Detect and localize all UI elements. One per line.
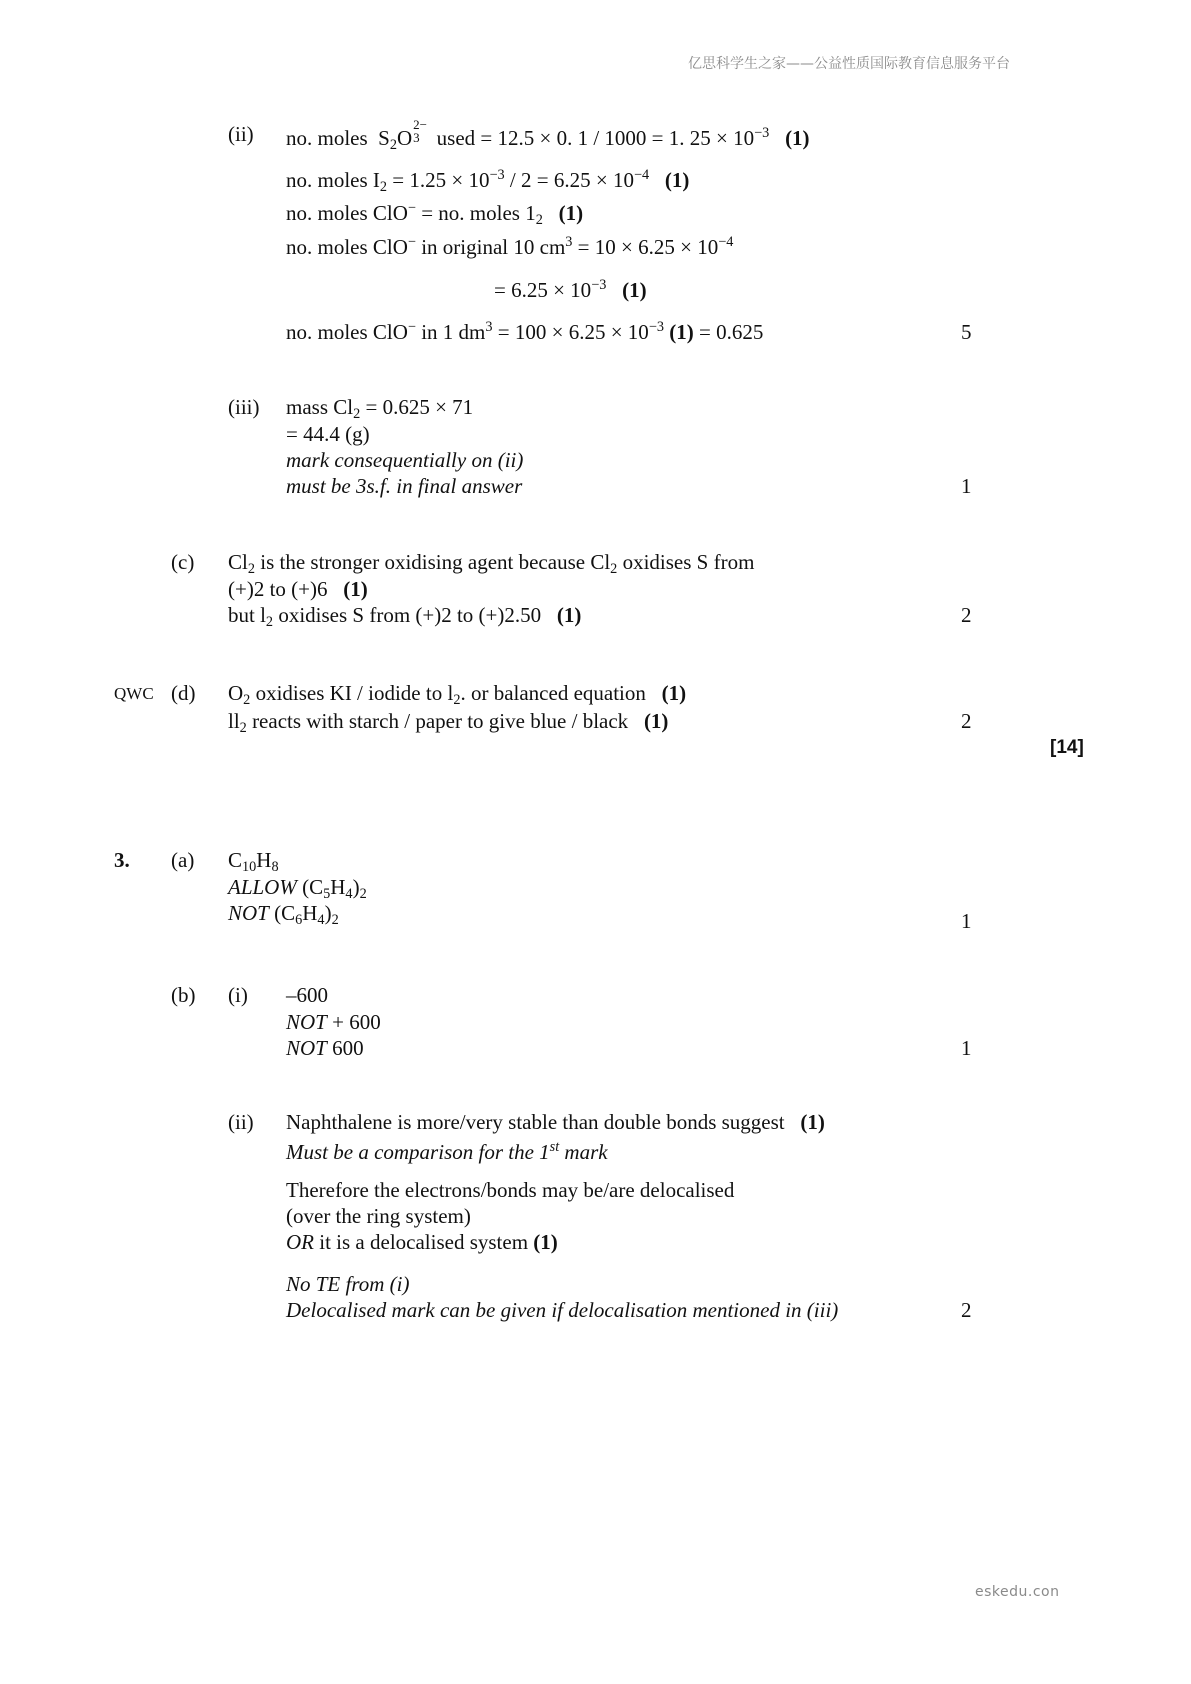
subscript: 8: [271, 859, 279, 876]
ion-charge-stack: [412, 117, 428, 146]
subscript: 2: [453, 692, 461, 709]
text: in original 10 cm: [421, 235, 566, 259]
subscript: 2: [359, 886, 367, 903]
superscript: −4: [718, 234, 734, 251]
subscript: 2: [379, 179, 388, 196]
text: O: [397, 126, 413, 150]
answer-line: [286, 1112, 825, 1133]
answer-line: Therefore the electrons/bonds may be/are delocalised: [286, 1178, 735, 1202]
marking-note: No TE from (i): [286, 1272, 410, 1296]
mark-award: (1): [785, 126, 810, 150]
mark-award: (1): [343, 577, 368, 601]
site-footer-domain: eskedu.con: [975, 1584, 1060, 1600]
text: = 0.625 × 71: [365, 395, 474, 419]
part-label-b: (b): [171, 983, 196, 1007]
text: ll: [228, 709, 240, 733]
part-label-ii: (ii): [228, 122, 254, 146]
answer-line: [286, 200, 584, 229]
text: = 100 × 6.25 × 10: [497, 320, 649, 344]
superscript: st: [549, 1139, 560, 1156]
marks-total: 2: [961, 603, 972, 627]
subscript: 2: [239, 720, 247, 737]
text: used = 12.5 × 0. 1 / 1000 = 1. 25 × 10: [436, 126, 755, 150]
text: mark: [564, 1140, 608, 1164]
subscript: 5: [323, 886, 331, 903]
text: it is a delocalised system: [319, 1230, 529, 1254]
keyword: NOT: [286, 1036, 327, 1060]
subscript: 2: [247, 561, 255, 578]
text: = 1.25 × 10: [392, 168, 490, 192]
marks-total: 1: [961, 909, 972, 933]
keyword: ALLOW: [228, 875, 297, 899]
text: (C: [302, 875, 324, 899]
site-header-text: 亿思科学生之家——公益性质国际教育信息服务平台: [688, 56, 1010, 72]
text: no. moles ClO: [286, 235, 408, 259]
superscript: −4: [633, 167, 650, 184]
superscript: 3: [565, 234, 573, 251]
qwc-label: QWC: [114, 684, 154, 703]
text: C: [228, 848, 243, 872]
answer-line: [286, 234, 734, 259]
text: . or balanced equation: [460, 681, 646, 705]
part-label-ii: (ii): [228, 1110, 254, 1134]
subscript: 2: [610, 561, 618, 578]
answer-line: [286, 1038, 364, 1059]
text: no. moles ClO: [286, 201, 408, 225]
answer-line: = 44.4 (g): [286, 422, 370, 446]
part-label-d: (d): [171, 681, 196, 705]
superscript: −3: [591, 277, 607, 294]
text: H: [330, 875, 346, 899]
part-label-i: (i): [228, 983, 248, 1007]
superscript: 3: [485, 319, 493, 336]
subscript: 2: [353, 406, 361, 423]
text: in 1 dm: [421, 320, 486, 344]
subscript: 10: [242, 859, 257, 876]
text: = 10 × 6.25 × 10: [577, 235, 719, 259]
answer-line: [286, 167, 690, 196]
superscript: −: [407, 200, 416, 217]
text: Must be a comparison for the 1: [286, 1140, 550, 1164]
subscript: 6: [295, 912, 303, 929]
keyword: NOT: [228, 901, 269, 925]
text: no. moles I: [286, 168, 380, 192]
answer-line: [228, 550, 755, 578]
text: Naphthalene is more/very stable than double bonds suggest: [286, 1110, 785, 1134]
answer-line: (over the ring system): [286, 1204, 471, 1228]
answer-line: [286, 1232, 558, 1253]
subscript: 4: [317, 912, 325, 929]
text: Cl: [228, 550, 248, 574]
text: H: [302, 901, 318, 925]
mark-award: (1): [556, 603, 582, 627]
marking-note: Delocalised mark can be given if delocalisation mentioned in (iii): [286, 1298, 839, 1322]
text: reacts with starch / paper to give blue / black: [252, 709, 629, 733]
mark-award: (1): [661, 681, 687, 705]
text: oxidises S from (+)2 to (+)2.50: [278, 603, 542, 627]
text: (+)2 to (+)6: [228, 577, 328, 601]
text: is the stronger oxidising agent because Cl: [260, 550, 611, 574]
answer-line: [228, 603, 582, 631]
answer-line: [228, 709, 669, 737]
superscript: −: [407, 319, 416, 336]
text: + 600: [332, 1010, 381, 1034]
text: = 6.25 × 10: [494, 278, 592, 302]
marks-total: 1: [961, 1036, 972, 1060]
text: O: [228, 681, 244, 705]
text: oxidises KI / iodide to l: [255, 681, 454, 705]
text: ): [324, 901, 332, 925]
text: no. moles ClO: [286, 320, 408, 344]
part-label-c: (c): [171, 550, 195, 574]
text: but l: [228, 603, 266, 627]
part-label-iii: (iii): [228, 395, 260, 419]
superscript: −: [407, 234, 416, 251]
answer-line: [228, 875, 367, 903]
mark-award: (1): [800, 1110, 825, 1134]
keyword: NOT: [286, 1010, 327, 1034]
answer-line: [228, 579, 368, 600]
text: = 0.625: [699, 320, 764, 344]
mark-award: (1): [622, 278, 647, 302]
text: / 2 = 6.25 × 10: [509, 168, 634, 192]
text: S: [378, 126, 390, 150]
part-label-a: (a): [171, 848, 195, 872]
answer-line: [494, 277, 647, 302]
subscript: 2: [265, 614, 274, 631]
subscript: 2: [535, 212, 543, 229]
subscript: 2: [243, 692, 251, 709]
marking-note: mark consequentially on (ii): [286, 448, 524, 472]
subscript: 2: [389, 137, 397, 154]
answer-line: [228, 681, 687, 709]
answer-line: [286, 117, 810, 154]
mark-award: (1): [533, 1230, 558, 1254]
marks-total: 2: [961, 1298, 972, 1322]
answer-line: [228, 848, 279, 876]
text: mass Cl: [286, 395, 354, 419]
marking-note: must be 3s.f. in final answer: [286, 474, 523, 498]
answer-line: [228, 901, 339, 929]
mark-award: (1): [558, 201, 584, 225]
mark-award: (1): [643, 709, 669, 733]
answer-line: –600: [286, 983, 328, 1007]
superscript: −3: [754, 125, 770, 142]
superscript: 2−: [413, 117, 428, 133]
subscript: 4: [345, 886, 353, 903]
keyword: OR: [286, 1230, 314, 1254]
marks-total: 5: [961, 320, 972, 344]
mark-award: (1): [664, 168, 690, 192]
marks-total: 2: [961, 709, 972, 733]
text: ): [352, 875, 360, 899]
text: no. moles: [286, 126, 368, 150]
superscript: −3: [648, 319, 664, 336]
answer-line: [286, 395, 474, 423]
subscript: 3: [413, 130, 420, 146]
marks-total: 1: [961, 474, 972, 498]
text: 600: [332, 1036, 364, 1060]
text: H: [256, 848, 272, 872]
subscript: 2: [331, 912, 339, 929]
superscript: −3: [489, 167, 505, 184]
text: = no. moles 1: [421, 201, 536, 225]
text: (C: [274, 901, 296, 925]
question-total: [14]: [1050, 737, 1084, 758]
text: oxidises S from: [622, 550, 755, 574]
marking-note: [286, 1139, 608, 1164]
answer-line: [286, 319, 764, 344]
question-number: 3.: [114, 848, 130, 872]
mark-award: (1): [669, 320, 694, 344]
answer-line: [286, 1012, 381, 1033]
